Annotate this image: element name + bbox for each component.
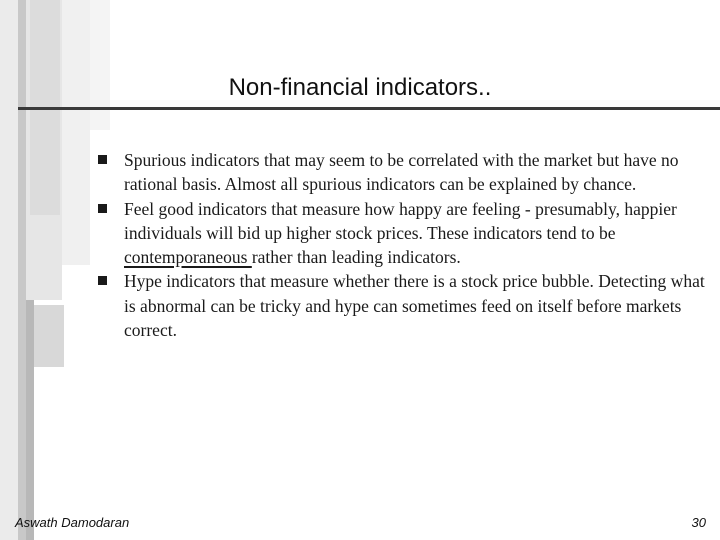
square-bullet-icon	[98, 204, 107, 213]
underlined-term: contemporaneous	[124, 247, 252, 268]
page-number: 30	[691, 515, 706, 530]
decorative-bar	[90, 0, 110, 130]
decorative-bar	[62, 0, 90, 265]
bullet-item	[96, 197, 706, 270]
bullet-item	[96, 148, 706, 197]
bullet-text: Hype indicators that measure whether there is a stock price bubble. Detecting what is abnormal can be tricky and hype can sometimes feed on itself before markets correct.	[124, 271, 705, 341]
decorative-bar	[34, 305, 64, 367]
footer-author: Aswath Damodaran	[15, 515, 130, 530]
slide-title: Non-financial indicators..	[228, 74, 492, 101]
bullet-text	[124, 197, 706, 270]
title-divider	[18, 107, 720, 110]
bullet-list	[96, 148, 706, 342]
square-bullet-icon	[98, 276, 107, 285]
decorative-bar	[0, 0, 18, 540]
square-bullet-icon	[98, 155, 107, 164]
bullet-text: Spurious indicators that may seem to be correlated with the market but have no rational basis. Almost all spurious indicators can be explained by chance.	[124, 150, 679, 195]
bullet-text-end: rather than leading indicators.	[251, 247, 461, 268]
decorative-bar	[26, 300, 34, 540]
decorative-bar	[18, 0, 26, 540]
bullet-text-start: Feel good indicators that measure how happy are feeling - presumably, happier individuals will bid up higher stock prices. These indicators tend to be	[124, 198, 677, 243]
bullet-item	[96, 269, 706, 342]
